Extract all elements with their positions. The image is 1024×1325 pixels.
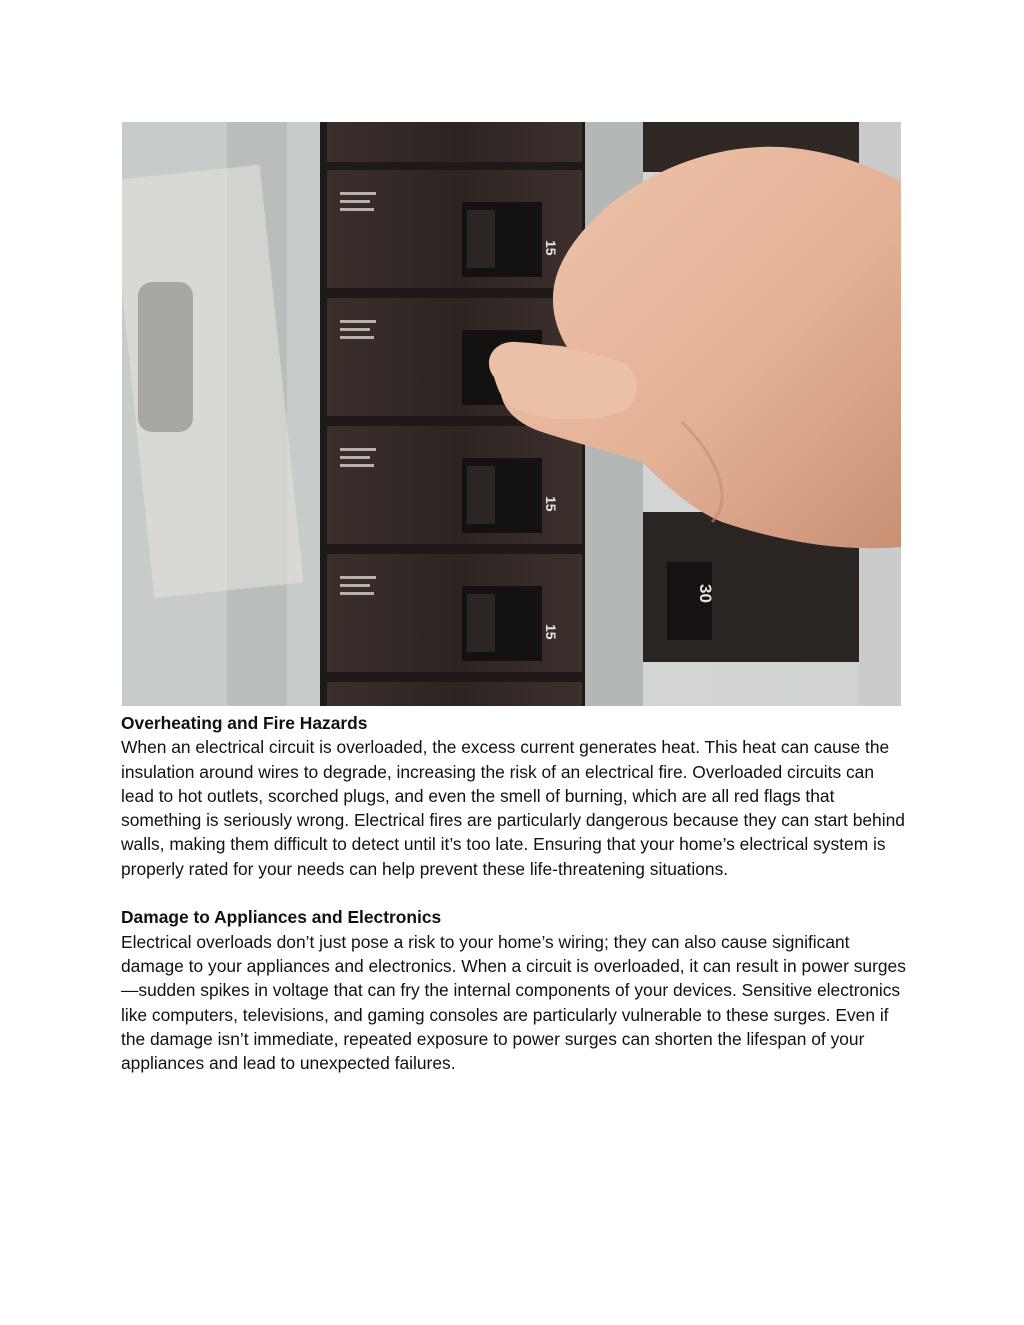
section-appliance-damage: [121, 905, 911, 1075]
section-body: When an electrical circuit is overloaded, the excess current generates heat. This heat can cause the insulation around wires to degrade, increasing the risk of an electrical fire. Overloaded circuits can lead to hot outlets, scorched plugs, and even the smell of burning, which are all red flags that something is seriously wrong. Electrical fires are particularly dangerous because they can start behind walls, making them difficult to detect until it’s too late. Ensuring that your home’s electrical system is properly rated for your needs can help prevent these life-threatening situations.: [121, 737, 905, 879]
breaker-rating-3: 15: [543, 624, 559, 640]
section-overheating: [121, 711, 911, 881]
breaker-rating-1: 15: [543, 240, 559, 256]
article-text: [121, 711, 911, 1075]
section-body: Electrical overloads don’t just pose a risk to your home’s wiring; they can also cause significant damage to your appliances and electronics. When a circuit is overloaded, it can result in power surges—sudden spikes in voltage that can fry the internal components of your devices. Sensitive electronics like computers, televisions, and gaming consoles are particularly vulnerable to these surges. Even if the damage isn’t immediate, repeated exposure to power surges can shorten the lifespan of your appliances and lead to unexpected failures.: [121, 931, 906, 1074]
section-heading: Overheating and Fire Hazards: [121, 713, 368, 733]
breaker-rating-2: 15: [543, 496, 559, 512]
section-heading: Damage to Appliances and Electronics: [121, 907, 442, 928]
breaker-rating-4: 30: [696, 584, 715, 603]
breaker-panel-photo: [122, 122, 901, 706]
